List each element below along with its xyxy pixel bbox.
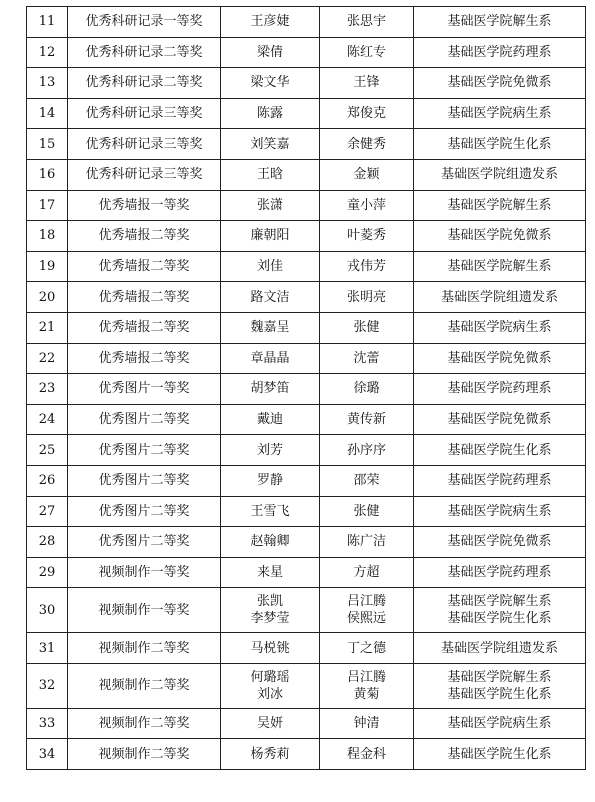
row-number-cell: 27 xyxy=(27,496,68,527)
advisor-name: 沈蕾 xyxy=(353,350,380,366)
table-row xyxy=(27,496,586,527)
student-cell xyxy=(221,221,320,252)
advisor-name: 邵荣 xyxy=(353,473,380,489)
student-name: 刘芳 xyxy=(256,442,283,458)
award-cell: 优秀图片二等奖 xyxy=(68,496,221,527)
advisor-name: 张思宇 xyxy=(346,14,386,30)
advisor-cell xyxy=(320,129,414,160)
department-cell xyxy=(414,7,586,38)
department-cell xyxy=(414,588,586,633)
award-cell: 优秀图片二等奖 xyxy=(68,527,221,558)
advisor-cell xyxy=(320,68,414,99)
department-name: 基础医学院解生系 xyxy=(447,259,552,275)
student-name: 赵翰卿 xyxy=(250,534,290,550)
row-number-cell: 18 xyxy=(27,221,68,252)
student-name: 戴迪 xyxy=(256,412,283,428)
student-cell xyxy=(221,527,320,558)
award-cell: 优秀墙报二等奖 xyxy=(68,221,221,252)
student-cell xyxy=(221,98,320,129)
advisor-name: 程金科 xyxy=(346,746,386,762)
row-number-cell: 23 xyxy=(27,374,68,405)
department-name: 基础医学院解生系 xyxy=(447,669,552,685)
row-number-cell: 24 xyxy=(27,404,68,435)
row-number-cell: 17 xyxy=(27,190,68,221)
department-cell xyxy=(414,282,586,313)
advisor-name: 钟清 xyxy=(353,716,380,732)
student-cell xyxy=(221,557,320,588)
student-name: 廉朝阳 xyxy=(250,228,290,244)
row-number-cell: 26 xyxy=(27,465,68,496)
row-number-cell: 22 xyxy=(27,343,68,374)
table-row xyxy=(27,7,586,38)
student-name: 梁倩 xyxy=(256,44,283,60)
table-row xyxy=(27,527,586,558)
advisor-name: 余健秀 xyxy=(346,136,386,152)
advisor-name: 张明亮 xyxy=(346,289,386,305)
student-name: 张凯 xyxy=(256,594,283,610)
department-name: 基础医学院免微系 xyxy=(447,350,552,366)
department-name: 基础医学院免微系 xyxy=(447,412,552,428)
department-name: 基础医学院药理系 xyxy=(447,564,552,580)
advisor-name: 孙序序 xyxy=(346,442,386,458)
advisor-name: 张健 xyxy=(353,320,380,336)
student-name: 刘佳 xyxy=(256,259,283,275)
department-cell xyxy=(414,312,586,343)
student-cell xyxy=(221,708,320,739)
department-cell xyxy=(414,404,586,435)
department-cell xyxy=(414,465,586,496)
department-name: 基础医学院生化系 xyxy=(447,686,552,702)
student-name: 刘笑嘉 xyxy=(250,136,290,152)
advisor-cell xyxy=(320,37,414,68)
advisor-name: 吕江腾 xyxy=(346,669,386,685)
department-name: 基础医学院解生系 xyxy=(447,594,552,610)
student-cell xyxy=(221,588,320,633)
student-cell xyxy=(221,374,320,405)
advisor-name: 金颖 xyxy=(353,167,380,183)
table-row xyxy=(27,663,586,708)
department-name: 基础医学院生化系 xyxy=(447,611,552,627)
student-name: 罗静 xyxy=(256,473,283,489)
department-cell xyxy=(414,37,586,68)
department-name: 基础医学院解生系 xyxy=(447,197,552,213)
advisor-cell xyxy=(320,374,414,405)
department-cell xyxy=(414,435,586,466)
advisor-cell xyxy=(320,557,414,588)
student-name: 王彦婕 xyxy=(250,14,290,30)
row-number-cell: 14 xyxy=(27,98,68,129)
award-cell: 优秀科研记录二等奖 xyxy=(68,68,221,99)
department-cell xyxy=(414,527,586,558)
advisor-cell xyxy=(320,708,414,739)
advisor-cell xyxy=(320,496,414,527)
department-name: 基础医学院生化系 xyxy=(447,442,552,458)
award-cell: 优秀图片二等奖 xyxy=(68,465,221,496)
student-cell xyxy=(221,251,320,282)
student-name: 吴妍 xyxy=(256,716,283,732)
award-cell: 优秀科研记录三等奖 xyxy=(68,98,221,129)
student-cell xyxy=(221,739,320,770)
department-cell xyxy=(414,221,586,252)
award-cell: 优秀图片一等奖 xyxy=(68,374,221,405)
advisor-name: 戎伟芳 xyxy=(346,259,386,275)
advisor-cell xyxy=(320,190,414,221)
advisor-cell xyxy=(320,312,414,343)
award-table xyxy=(26,6,586,770)
student-name: 王雪飞 xyxy=(250,503,290,519)
student-name: 胡梦笛 xyxy=(250,381,290,397)
department-cell xyxy=(414,343,586,374)
row-number-cell: 13 xyxy=(27,68,68,99)
table-row xyxy=(27,557,586,588)
department-name: 基础医学院免微系 xyxy=(447,534,552,550)
row-number-cell: 33 xyxy=(27,708,68,739)
department-name: 基础医学院药理系 xyxy=(447,381,552,397)
advisor-name: 王锋 xyxy=(353,75,380,91)
advisor-cell xyxy=(320,7,414,38)
advisor-name: 吕江腾 xyxy=(346,594,386,610)
row-number-cell: 29 xyxy=(27,557,68,588)
student-name: 路文洁 xyxy=(250,289,290,305)
advisor-cell xyxy=(320,527,414,558)
student-cell xyxy=(221,496,320,527)
student-name: 张潇 xyxy=(256,197,283,213)
award-cell: 优秀墙报二等奖 xyxy=(68,343,221,374)
student-name: 李梦莹 xyxy=(250,611,290,627)
table-row xyxy=(27,129,586,160)
award-cell: 优秀墙报二等奖 xyxy=(68,282,221,313)
table-row xyxy=(27,739,586,770)
award-cell: 视频制作一等奖 xyxy=(68,557,221,588)
department-name: 基础医学院药理系 xyxy=(447,473,552,489)
table-row xyxy=(27,251,586,282)
advisor-cell xyxy=(320,588,414,633)
table-row xyxy=(27,465,586,496)
student-cell xyxy=(221,404,320,435)
department-cell xyxy=(414,129,586,160)
row-number-cell: 28 xyxy=(27,527,68,558)
advisor-cell xyxy=(320,633,414,664)
row-number-cell: 32 xyxy=(27,663,68,708)
department-cell xyxy=(414,251,586,282)
award-cell: 优秀墙报二等奖 xyxy=(68,312,221,343)
student-cell xyxy=(221,282,320,313)
department-name: 基础医学院解生系 xyxy=(447,14,552,30)
department-cell xyxy=(414,739,586,770)
department-name: 基础医学院组遗发系 xyxy=(440,640,558,656)
department-cell xyxy=(414,663,586,708)
table-row xyxy=(27,190,586,221)
table-row xyxy=(27,404,586,435)
row-number-cell: 31 xyxy=(27,633,68,664)
award-table-body xyxy=(27,7,586,770)
student-name: 章晶晶 xyxy=(250,350,290,366)
student-cell xyxy=(221,435,320,466)
department-name: 基础医学院药理系 xyxy=(447,44,552,60)
award-cell: 视频制作二等奖 xyxy=(68,663,221,708)
table-row xyxy=(27,633,586,664)
row-number-cell: 25 xyxy=(27,435,68,466)
department-name: 基础医学院病生系 xyxy=(447,503,552,519)
department-name: 基础医学院生化系 xyxy=(447,136,552,152)
advisor-name: 叶菱秀 xyxy=(346,228,386,244)
advisor-cell xyxy=(320,465,414,496)
student-cell xyxy=(221,7,320,38)
award-cell: 视频制作二等奖 xyxy=(68,633,221,664)
department-name: 基础医学院生化系 xyxy=(447,746,552,762)
student-name: 来星 xyxy=(256,564,283,580)
department-cell xyxy=(414,708,586,739)
advisor-name: 侯熙远 xyxy=(346,611,386,627)
row-number-cell: 12 xyxy=(27,37,68,68)
award-cell: 视频制作二等奖 xyxy=(68,739,221,770)
award-cell: 优秀科研记录二等奖 xyxy=(68,37,221,68)
row-number-cell: 20 xyxy=(27,282,68,313)
student-cell xyxy=(221,68,320,99)
advisor-cell xyxy=(320,404,414,435)
table-row xyxy=(27,159,586,190)
table-row xyxy=(27,374,586,405)
department-cell xyxy=(414,633,586,664)
advisor-cell xyxy=(320,221,414,252)
advisor-name: 童小萍 xyxy=(346,197,386,213)
advisor-cell xyxy=(320,98,414,129)
department-cell xyxy=(414,374,586,405)
student-name: 梁文华 xyxy=(250,75,290,91)
advisor-name: 郑俊克 xyxy=(346,106,386,122)
department-name: 基础医学院组遗发系 xyxy=(440,167,558,183)
advisor-cell xyxy=(320,159,414,190)
student-name: 陈露 xyxy=(256,106,283,122)
department-name: 基础医学院病生系 xyxy=(447,106,552,122)
award-cell: 优秀墙报二等奖 xyxy=(68,251,221,282)
advisor-name: 黄菊 xyxy=(353,686,380,702)
department-cell xyxy=(414,98,586,129)
advisor-name: 陈红专 xyxy=(346,44,386,60)
department-name: 基础医学院免微系 xyxy=(447,228,552,244)
advisor-name: 丁之德 xyxy=(346,640,386,656)
table-row xyxy=(27,221,586,252)
row-number-cell: 30 xyxy=(27,588,68,633)
advisor-cell xyxy=(320,282,414,313)
student-cell xyxy=(221,633,320,664)
table-row xyxy=(27,98,586,129)
advisor-cell xyxy=(320,663,414,708)
student-cell xyxy=(221,129,320,160)
department-name: 基础医学院免微系 xyxy=(447,75,552,91)
award-cell: 优秀图片二等奖 xyxy=(68,404,221,435)
row-number-cell: 19 xyxy=(27,251,68,282)
award-cell: 视频制作一等奖 xyxy=(68,588,221,633)
department-name: 基础医学院病生系 xyxy=(447,716,552,732)
advisor-cell xyxy=(320,343,414,374)
department-cell xyxy=(414,68,586,99)
row-number-cell: 16 xyxy=(27,159,68,190)
student-cell xyxy=(221,465,320,496)
department-name: 基础医学院病生系 xyxy=(447,320,552,336)
student-cell xyxy=(221,312,320,343)
table-row xyxy=(27,708,586,739)
award-cell: 优秀科研记录三等奖 xyxy=(68,129,221,160)
department-cell xyxy=(414,159,586,190)
award-cell: 视频制作二等奖 xyxy=(68,708,221,739)
advisor-name: 陈广洁 xyxy=(346,534,386,550)
student-name: 马棁铫 xyxy=(250,640,290,656)
row-number-cell: 34 xyxy=(27,739,68,770)
row-number-cell: 15 xyxy=(27,129,68,160)
department-cell xyxy=(414,557,586,588)
table-row xyxy=(27,343,586,374)
department-cell xyxy=(414,496,586,527)
award-cell: 优秀墙报一等奖 xyxy=(68,190,221,221)
table-row xyxy=(27,435,586,466)
department-name: 基础医学院组遗发系 xyxy=(440,289,558,305)
advisor-name: 张健 xyxy=(353,503,380,519)
advisor-cell xyxy=(320,435,414,466)
student-cell xyxy=(221,37,320,68)
advisor-cell xyxy=(320,251,414,282)
table-row xyxy=(27,68,586,99)
advisor-name: 黄传新 xyxy=(346,412,386,428)
department-cell xyxy=(414,190,586,221)
table-row xyxy=(27,312,586,343)
table-row xyxy=(27,282,586,313)
student-cell xyxy=(221,159,320,190)
award-cell: 优秀科研记录三等奖 xyxy=(68,159,221,190)
advisor-name: 方超 xyxy=(353,564,380,580)
student-cell xyxy=(221,343,320,374)
row-number-cell: 11 xyxy=(27,7,68,38)
student-cell xyxy=(221,190,320,221)
table-row xyxy=(27,37,586,68)
award-cell: 优秀图片二等奖 xyxy=(68,435,221,466)
advisor-name: 徐璐 xyxy=(353,381,380,397)
table-row xyxy=(27,588,586,633)
student-name: 杨秀莉 xyxy=(250,746,290,762)
award-cell: 优秀科研记录一等奖 xyxy=(68,7,221,38)
row-number-cell: 21 xyxy=(27,312,68,343)
student-name: 王晗 xyxy=(256,167,283,183)
student-cell xyxy=(221,663,320,708)
student-name: 魏嘉呈 xyxy=(250,320,290,336)
student-name: 何璐瑶 xyxy=(250,669,290,685)
student-name: 刘冰 xyxy=(256,686,283,702)
advisor-cell xyxy=(320,739,414,770)
